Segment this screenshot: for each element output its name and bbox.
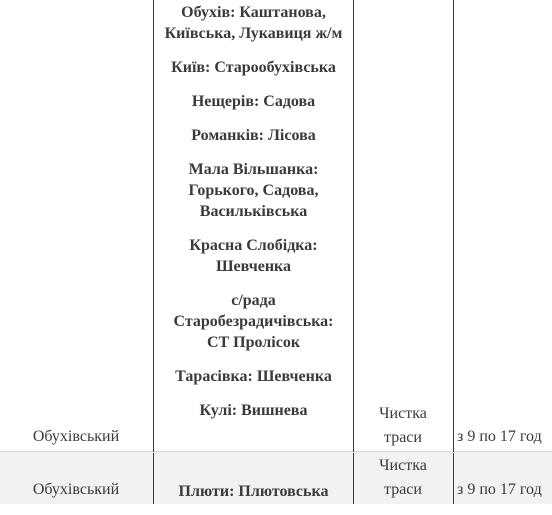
column-divider xyxy=(453,453,454,504)
street-entry: Тарасівка: Шевченка xyxy=(175,368,332,385)
column-divider xyxy=(153,453,154,504)
street-entry: Красна Слобідка: Шевченка xyxy=(189,237,318,275)
streets-cell xyxy=(154,2,353,434)
district-cell: Обухівський xyxy=(32,428,120,445)
streets-cell xyxy=(154,481,353,515)
column-divider xyxy=(153,0,154,452)
street-entry: с/рада Старобезрадичівська: СТ Пролісок xyxy=(173,292,334,351)
work-type-cell: Чистка траси xyxy=(379,457,427,498)
row-divider xyxy=(0,451,552,452)
time-cell: з 9 по 17 год xyxy=(457,481,542,498)
table-row xyxy=(0,452,552,504)
column-divider xyxy=(353,0,354,452)
street-entry: Плюти: Плютовська xyxy=(178,483,329,500)
street-entry: Кулі: Вишнева xyxy=(199,402,308,419)
work-type-cell: Чистка траси xyxy=(379,405,427,446)
street-entry: Романків: Лісова xyxy=(191,127,316,144)
district-cell: Обухівський xyxy=(32,481,120,498)
column-divider xyxy=(353,453,354,504)
street-entry: Обухів: Каштанова, Київська, Лукавиця ж/м xyxy=(164,4,343,42)
column-divider xyxy=(453,0,454,452)
street-entry: Нещерів: Садова xyxy=(191,93,316,110)
street-entry: Київ: Старообухівська xyxy=(171,59,336,76)
street-entry: Мала Вільшанка: Горького, Садова, Васильківська xyxy=(188,161,319,220)
time-cell: з 9 по 17 год xyxy=(457,428,542,445)
